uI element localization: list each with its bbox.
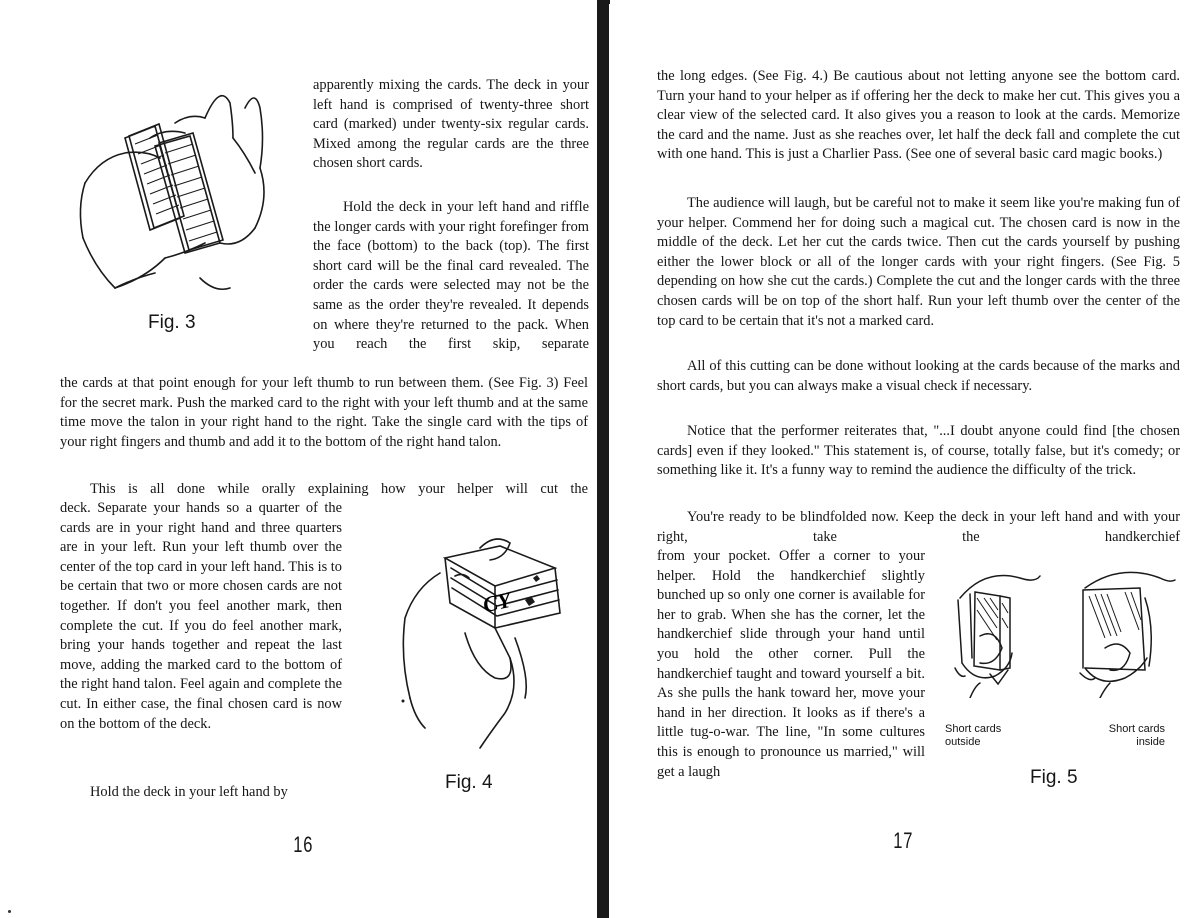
fig4-label: Fig. 4 <box>445 772 493 793</box>
right-paragraph-5-first-lines: You're ready to be blindfolded now. Keep the deck in your left hand and with your right, take the handkerchief <box>657 509 1180 545</box>
book-gutter <box>597 0 609 918</box>
left-paragraph-1: apparently mixing the cards. The deck in your left hand is comprised of twenty-three short card (marked) under twenty-six regular cards. Mixed among the regular cards are the three chosen short cards. <box>313 77 589 172</box>
fig3-label: Fig. 3 <box>148 312 196 333</box>
fig3-illustration <box>55 78 285 298</box>
right-page <box>610 0 1188 918</box>
right-paragraph-3: All of this cutting can be done without looking at the cards because of the marks and short cards, but you can always make a visual check if necessary. <box>657 358 1180 394</box>
right-paragraph-4: Notice that the performer reiterates that, "...I doubt anyone could find [the chosen cards] even if they looked." This statement is, of course, totally false, but it's comedy; or something like it. It's a funny way to remind the audience the difficulty of the trick. <box>657 423 1180 479</box>
fig4-card-text: CY <box>480 586 514 618</box>
left-paragraph-3: deck. Separate your hands so a quarter of the cards are in your right hand and three quarters are in your left. Run your left thumb over the center of the top card in your left hand. This is to be certain that two or more chosen cards are not together. If don't you feel another mark, then complete the cut. If you do feel another mark, bring your hands together and repeat the last move, adding the marked card to the bottom of the right hand talon. Feel again and complete the cut. In either case, the final chosen card is now on the bottom of the deck. <box>60 500 342 732</box>
right-paragraph-5: from your pocket. Offer a corner to your helper. Hold the handkerchief slightly bunched up so only one corner is available for her to grab. When she has the corner, let the handkerchief slide through your hand until you hold the other corner. Pull the handkerchief taught and toward yourself a bit. As she pulls the hank toward her, move your hand in her direction. It looks as if there's a little tug-o-war. The line, "In some cultures this is enough to pronounce us married," will get a laugh <box>657 548 925 780</box>
fig4-illustration <box>385 528 585 758</box>
left-paragraph-2-top: Hold the deck in your left hand and riffle the longer cards with your right forefinger from the face (bottom) to the back (top). The first short card will be the final card revealed. The order the cards were selected may not be the same as the order they're revealed. It depends on where they're returned to the pack. When you reach the first skip, separate <box>313 199 589 353</box>
fig5-illustration-outside <box>940 558 1050 698</box>
left-paragraph-4: Hold the deck in your left hand by <box>90 784 288 800</box>
left-paragraph-2-bottom: the cards at that point enough for your left thumb to run between them. (See Fig. 3) Feel for the secret mark. Push the marked card to the right with your left thumb and at the same time move the talon in your right hand to the right. Take the single card with the tips of your right fingers and thumb and add it to the bottom of the right hand talon. <box>60 375 588 450</box>
right-paragraph-2: The audience will laugh, but be careful not to make it seem like you're making fun of your helper. Commend her for doing such a magical cut. The chosen card is now in the middle of the deck. Let her cut the cards twice. Then cut the cards yourself by pushing either the lower block or all of the longer cards with your right fingers. (See Fig. 5 depending on how she cut the cards.) Complete the cut and the longer cards with the three chosen cards will be on top of the short half. Run your left thumb over the center of the top card to be certain that it's not a marked card. <box>657 195 1180 329</box>
page-number-right: 17 <box>893 828 914 853</box>
right-paragraph-1: the long edges. (See Fig. 4.) Be cautious about not letting anyone see the bottom card. Turn your hand to your helper as if offering her the deck to make her cut. This gives you a clear view of the selected card. It also gives you a reason to look at the cards. Memorize the card and the name. Just as she reaches over, let half the deck fall and complete the cut with one hand. This is just a Charlier Pass. (See one of several basic card magic books.) <box>657 68 1180 163</box>
fig5-caption-inside: Short cards inside <box>1108 723 1165 748</box>
left-paragraph-3-first-line: This is all done while orally explaining how your helper will cut the <box>90 481 588 497</box>
fig5-label: Fig. 5 <box>1030 767 1078 788</box>
fig5-illustration-inside <box>1065 558 1180 698</box>
page-number-left: 16 <box>293 832 314 857</box>
fig5-caption-outside: Short cards outside <box>945 723 1002 748</box>
